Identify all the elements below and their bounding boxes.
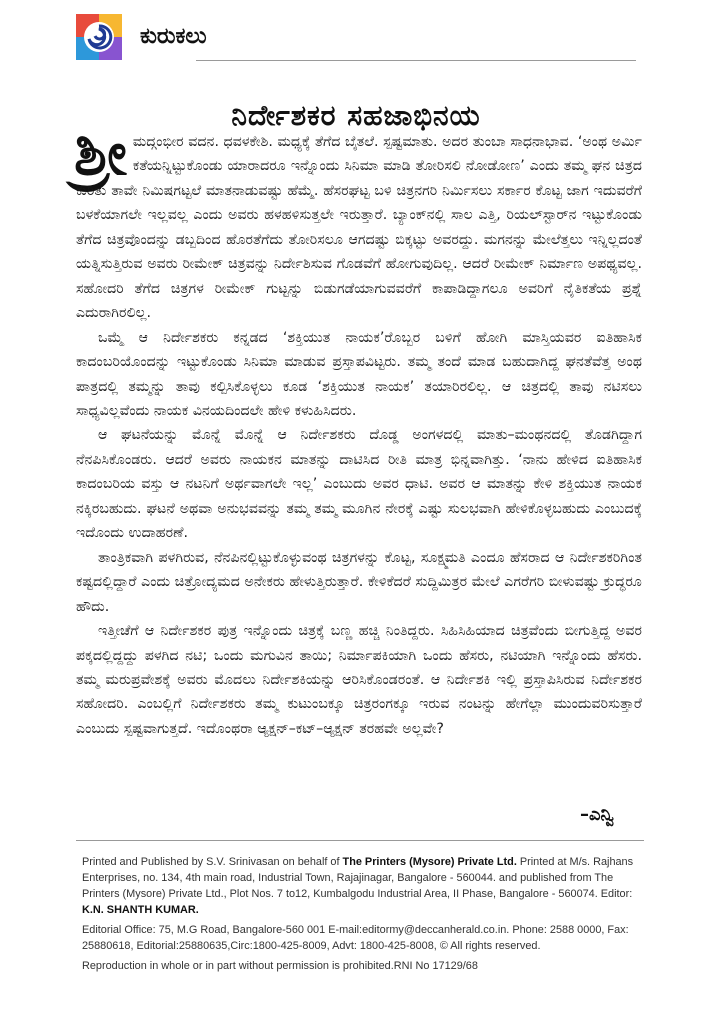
article-paragraph: ಆ ಘಟನೆಯನ್ನು ಮೊನ್ನೆ ಮೊನ್ನೆ ಆ ನಿರ್ದೇಶಕರು ದೊಡ್ಡ ಅಂಗಳದಲ್ಲಿ ಮಾತು–ಮಂಥನದಲ್ಲಿ ತೊಡಗಿದ್ದಾಗ ನೆನಪಿಸಿಕೊಂಡರು. ಆದರೆ ಅವರು ನಾಯಕನ ಮಾತನ್ನು ದಾಟಿಸಿದ ರೀತಿ ಮಾತ್ರ ಭಿನ್ನವಾಗಿತ್ತು. ‘ನಾನು ಹೇಳಿದ ಐತಿಹಾಸಿಕ ಕಾದಂಬರಿಯ ವಸ್ತು ಆ ನಟನಿಗೆ ಅರ್ಥವಾಗಲೇ ಇಲ್ಲ’ ಎಂಬುದು ಅವರ ಧಾಟಿ. ಅವರ ಆ ಮಾತನ್ನು ಕೇಳಿ ಶಕ್ತಿಯುತ ನಾಯಕ ನಕ್ಕಿರಬಹುದು. ಘಟನೆ ಅಥವಾ ಅನುಭವವನ್ನು ತಮ್ಮ ತಮ್ಮ ಮೂಗಿನ ನೇರಕ್ಕೆ ಎಷ್ಟು ಸುಲಭವಾಗಿ ಹೇಳಿಕೊಳ್ಳಬಹುದು ಎಂಬುದಕ್ಕೆ ಇದೊಂದು ಉದಾಹರಣೆ. — [76, 427, 642, 542]
section-logo — [76, 14, 122, 60]
imprint-publisher — [82, 854, 648, 918]
author-signature: –ಎನ್ವಿ — [580, 804, 614, 825]
article-paragraph: ತಾಂತ್ರಿಕವಾಗಿ ಪಳಗಿರುವ, ನೆನಪಿನಲ್ಲಿಟ್ಟುಕೊಳ್ಳುವಂಥ ಚಿತ್ರಗಳನ್ನು ಕೊಟ್ಟ, ಸೂಕ್ಷ್ಮಮತಿ ಎಂದೂ ಹೆಸರಾದ ಆ ನಿರ್ದೇಶಕರಿಗಿಂತ ಕಷ್ಟದಲ್ಲಿದ್ದಾರೆ ಎಂದು ಚಿತ್ರೋದ್ಯಮದ ಅನೇಕರು ಹೇಳುತ್ತಿರುತ್ತಾರೆ. ಕೇಳಿಕೆದರೆ ಸುದ್ದಿಮಿತ್ರರ ಮೇಲೆ ಎಗರೆಗರಿ ಬೀಳುವಷ್ಟು ಕ್ರುದ್ಧರೂ ಹೌದು. — [76, 549, 642, 615]
paragraph-text: ಮದ್ಗಂಭೀರ ವದನ. ಧವಳಕೇಶಿ. ಮಧ್ಯಕ್ಕೆ ತೆಗೆದ ಬೈತಲೆ. ಸ್ಪಷ್ಟಮಾತು. ಅದರ ತುಂಬಾ ಸಾಧನಾಭಾವ. ‘ಅಂಥ ಅರ್ಮಿ ಕತೆಯನ್ನಿಟ್ಟುಕೊಂಡು ಯಾರಾದರೂ ಇನ್ನೊಂದು ಸಿನಿಮಾ ಮಾಡಿ ತೋರಿಸಲಿ ನೋಡೋಣ’ ಎಂದು ತಮ್ಮ ಘನ ಚಿತ್ರದ ಕುರಿತು ತಾವೇ ನಿಮಿಷಗಟ್ಟಲೆ ಮಾತನಾಡುವಷ್ಟು ಹೆಮ್ಮೆ. ಹೆಸರಘಟ್ಟ ಬಳಿ ಚಿತ್ರನಗರಿ ನಿರ್ಮಿಸಲು ಸರ್ಕಾರ ಕೊಟ್ಟ ಜಾಗ ಇದುವರೆಗೆ ಬಳಕೆಯಾಗಲೇ ಇಲ್ಲವಲ್ಲ ಎಂದು ಅವರು ಹಳಹಳಿಸುತ್ತಲೇ ಇರುತ್ತಾರೆ. ಬ್ಯಾಂಕ್‌ನಲ್ಲಿ ಸಾಲ ಎತ್ತಿ, ರಿಯಲ್‌ಸ್ಟಾರ್‌ನ ಇಟ್ಟುಕೊಂಡು ತೆಗೆದ ಚಿತ್ರವೊಂದನ್ನು ಡಬ್ಬದಿಂದ ಹೊರತೆಗೆದು ತೋರಿಸಲೂ ಆಗದಷ್ಟು ಬಿಕ್ಕಟ್ಟು ಅವರದ್ದು. ಮಗನನ್ನು ಮೇಲೆತ್ತಲು ಇನ್ನಿಲ್ಲದಂತೆ ಯತ್ನಿಸುತ್ತಿರುವ ಅವರು ರೀಮೇಕ್ ಚಿತ್ರವನ್ನು ನಿರ್ದೇಶಿಸುವ ಗೊಡವೆಗೆ ಹೋಗುವುದಿಲ್ಲ. ಆದರೆ ರೀಮೇಕ್ ನಿರ್ಮಾಣ ಅಪಥ್ಯವಲ್ಲ. ಸಹೋದರಿ ತೆಗೆದ ಚಿತ್ರಗಳ ರೀಮೇಕ್ ಗುಟ್ಟನ್ನು ಬಿಡುಗಡೆಯಾಗುವವರೆಗೆ ಕಾಪಾಡಿದ್ದಾಗಲೂ ಅವರಿಗೆ ನೈತಿಕತೆಯ ಪ್ರಶ್ನೆ ಎದುರಾಗಿರಲಿಲ್ಲ. — [76, 134, 642, 322]
drop-cap: ಶ್ರೀ — [74, 119, 127, 189]
imprint-text: Printed and Published by S.V. Srinivasan on behalf of — [82, 856, 343, 868]
imprint-text: Printed at M/s. Rajhans Enterprises, no. 134, 4th main road, Industrial Town, Rajajinagar, Bangalore - 560044. and published from The Printers (Mysore) Private Ltd., Plot Nos. 7 to12, Kumbalgodu Industrial Area, II Phase, Bangalore - 560074. Editor: — [82, 856, 634, 900]
article-body — [74, 119, 642, 741]
article-title: ನಿರ್ದೇಶಕರ ಸಹಜಾಭಿನಯ — [231, 98, 481, 132]
article-paragraph — [74, 119, 642, 326]
section-label: ಕುರುಕಲು — [140, 24, 207, 49]
page-header — [76, 14, 636, 62]
publisher-name: The Printers (Mysore) Private Ltd. — [342, 856, 517, 868]
article-paragraph: ಇತ್ತೀಚೆಗೆ ಆ ನಿರ್ದೇಶಕರ ಪುತ್ರ ಇನ್ನೊಂದು ಚಿತ್ರಕ್ಕೆ ಬಣ್ಣ ಹಚ್ಚಿ ನಿಂತಿದ್ದರು. ಸಿಹಿಸಿಹಿಯಾದ ಚಿತ್ರವೆಂದು ಬೀಗುತ್ತಿದ್ದ ಅವರ ಪಕ್ಕದಲ್ಲಿದ್ದದ್ದು ಪಳಗಿದ ನಟಿ; ಒಂದು ಮಗುವಿನ ತಾಯಿ; ನಿರ್ಮಾಪಕಿಯಾಗಿ ಒಂದು ಹೆಸರು, ನಟಿಯಾಗಿ ಇನ್ನೊಂದು ಹೆಸರು. ತಮ್ಮ ಮರುಪ್ರವೇಶಕ್ಕೆ ಅವರು ಮೊದಲು ನಿರ್ದೇಶಕಿಯನ್ನು ಆರಿಸಿಕೊಂಡರಂತೆ. ಆ ನಿರ್ದೇಶಕಿ ಇಲ್ಲಿ ಪ್ರಸ್ತಾಪಿಸಿರುವ ನಿರ್ದೇಶಕರ ಸಹೋದರಿ. ಎಂಬಲ್ಲಿಗೆ ನಿರ್ದೇಶಕರು ತಮ್ಮ ಕುಟುಂಬಕ್ಕೂ ಚಿತ್ರರಂಗಕ್ಕೂ ಇರುವ ನಂಟನ್ನು ಹೇಗೆಲ್ಲಾ ಮುಂದುವರಿಸುತ್ತಾರೆ ಎಂಬುದು ಸ್ಪಷ್ಟವಾಗುತ್ತದೆ. ಇದೊಂಥರಾ ಆ್ಯಕ್ಷನ್–ಕಟ್–ಆ್ಯಕ್ಷನ್ ತರಹವೇ ಅಲ್ಲವೇ? — [76, 623, 642, 737]
editor-name: K.N. SHANTH KUMAR. — [82, 904, 199, 916]
header-divider — [196, 60, 636, 61]
footer-divider — [76, 840, 644, 841]
imprint-footer — [82, 854, 648, 978]
imprint-rights: Reproduction in whole or in part without permission is prohibited.RNI No 17129/68 — [82, 960, 478, 972]
imprint-contact: Editorial Office: 75, M.G Road, Bangalore-560 001 E-mail:editormy@deccanherald.co.in. Phone: 2588 0000, Fax: 25880618, Editorial:25880635,Circ:1800-425-8009, Advt: 1800-425-8008, © All rights reserved. — [82, 924, 629, 952]
article-paragraph: ಒಮ್ಮೆ ಆ ನಿರ್ದೇಶಕರು ಕನ್ನಡದ ‘ಶಕ್ತಿಯುತ ನಾಯಕ’ರೊಬ್ಬರ ಬಳಿಗೆ ಹೋಗಿ ಮಾಸ್ತಿಯವರ ಐತಿಹಾಸಿಕ ಕಾದಂಬರಿಯೊಂದನ್ನು ಇಟ್ಟುಕೊಂಡು ಸಿನಿಮಾ ಮಾಡುವ ಪ್ರಸ್ತಾಪವಿಟ್ಟರು. ತಮ್ಮ ತಂದೆ ಮಾಡ ಬಹುದಾಗಿದ್ದ ಘನತೆವೆತ್ತ ಅಂಥ ಪಾತ್ರದಲ್ಲಿ ತಮ್ಮನ್ನು ತಾವು ಕಲ್ಪಿಸಿಕೊಳ್ಳಲು ಕೂಡ ‘ಶಕ್ತಿಯುತ ನಾಯಕ’ ತಯಾರಿರಲಿಲ್ಲ. ಆ ಚಿತ್ರದಲ್ಲಿ ತಾವು ನಟಿಸಲು ಸಾಧ್ಯವಿಲ್ಲವೆಂದು ನಾಯಕ ವಿನಯದಿಂದಲೇ ಹೇಳಿ ಕಳುಹಿಸಿದರು. — [76, 329, 642, 419]
